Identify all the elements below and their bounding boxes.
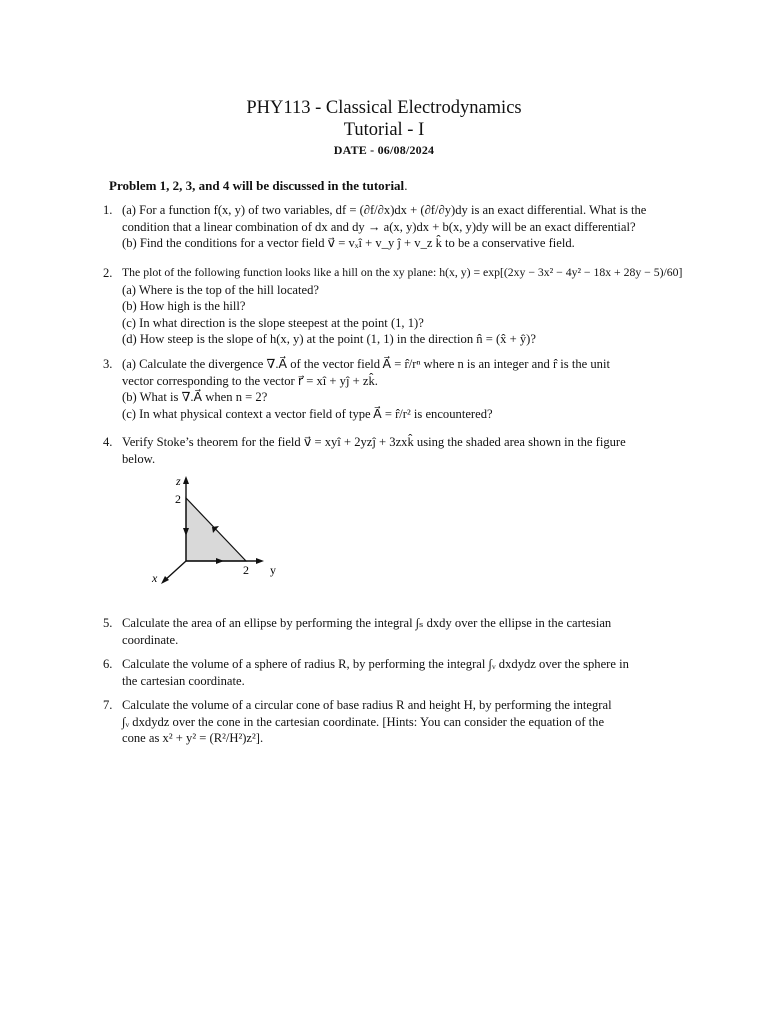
problem-number: 4. (103, 435, 113, 449)
problem-line: the cartesian coordinate. (122, 673, 245, 688)
problem-body (122, 265, 682, 348)
z-axis-arrowhead (183, 476, 189, 484)
problem-line: (a) Calculate the divergence ∇.A⃗ of the vector field A⃗ = r̂/rⁿ where n is an integer and r̂ is the unit (122, 357, 610, 371)
problem-number: 1. (103, 203, 113, 217)
problem-line: condition that a linear combination of dx and dy → a(x, y)dx + b(x, y)dy will be an exact differential? (122, 219, 636, 234)
problem-body (122, 697, 682, 747)
intro-note (109, 178, 407, 194)
z-axis-label: z (176, 474, 181, 488)
problem-body (122, 434, 682, 467)
problem-line: Calculate the area of an ellipse by performing the integral ∫ₛ dxdy over the ellipse in the cartesian (122, 616, 612, 630)
problem-line: (b) What is ∇.A⃗ when n = 2? (122, 390, 268, 405)
stokes-figure-svg (148, 470, 288, 590)
y-tick-label: 2 (243, 563, 249, 577)
x-axis-line (164, 561, 186, 581)
y-axis-label: y (270, 563, 276, 577)
problem-body (122, 656, 682, 689)
problem-number: 3. (103, 357, 113, 371)
problem-line: ∫ᵥ dxdydz over the cone in the cartesian coordinate. [Hints: You can consider the equation of the (122, 714, 605, 729)
intro-bold: Problem 1, 2, 3, and 4 will be discussed in the tutorial (109, 178, 405, 193)
page-date: DATE - 06/08/2024 (333, 143, 435, 157)
y-axis-arrowhead (256, 558, 264, 564)
page-subtitle: Tutorial - I (343, 120, 425, 140)
problem-line: (d) How steep is the slope of h(x, y) at the point (1, 1) in the direction n̂ = (x̂ + ŷ)? (122, 332, 536, 347)
problem-line: (c) In what physical context a vector field of type A⃗ = r̂/r² is encountered? (122, 406, 493, 421)
problem-number: 5. (103, 616, 113, 630)
problem-line: Verify Stoke’s theorem for the field v⃗ = xyî + 2yzĵ + 3zxk̂ using the shaded area shown in the figure (122, 435, 626, 449)
problem-line: (b) How high is the hill? (122, 299, 246, 314)
problem-line: cone as x² + y² = (R²/H²)z²]. (122, 731, 264, 746)
intro-tail: . (404, 178, 408, 193)
problem-body (122, 202, 682, 252)
problem-line: Calculate the volume of a sphere of radius R, by performing the integral ∫ᵥ dxdydz over the sphere in (122, 657, 629, 671)
x-axis-label: x (152, 571, 158, 585)
problem-number: 7. (103, 698, 113, 712)
problem-body (122, 615, 682, 648)
problem-line: coordinate. (122, 632, 179, 647)
z-tick-label: 2 (175, 492, 181, 506)
problem-line: Calculate the volume of a circular cone of base radius R and height H, by performing the integral (122, 698, 612, 712)
problem-line: below. (122, 451, 156, 466)
problem-line: (a) For a function f(x, y) of two variables, df = (∂f/∂x)dx + (∂f/∂y)dy is an exact differential. What is the (122, 203, 647, 217)
page-title: PHY113 - Classical Electrodynamics (246, 98, 522, 118)
problem-number: 6. (103, 657, 113, 671)
problem-line: The plot of the following function looks like a hill on the xy plane: h(x, y) = exp[(2xy − 3x² − 4y² − 18x + 28y − 5)/60] (122, 266, 683, 279)
problem-body (122, 356, 682, 422)
problem-number: 2. (103, 266, 113, 280)
problem-line: (b) Find the conditions for a vector field v⃗ = vₓî + v_y ĵ + v_z k̂ to be a conservative field. (122, 236, 575, 251)
stokes-figure (148, 470, 288, 590)
problem-line: vector corresponding to the vector r⃗ = xî + yĵ + zk̂. (122, 373, 378, 388)
problem-line: (c) In what direction is the slope steepest at the point (1, 1)? (122, 315, 424, 330)
problem-line: (a) Where is the top of the hill located? (122, 282, 319, 297)
